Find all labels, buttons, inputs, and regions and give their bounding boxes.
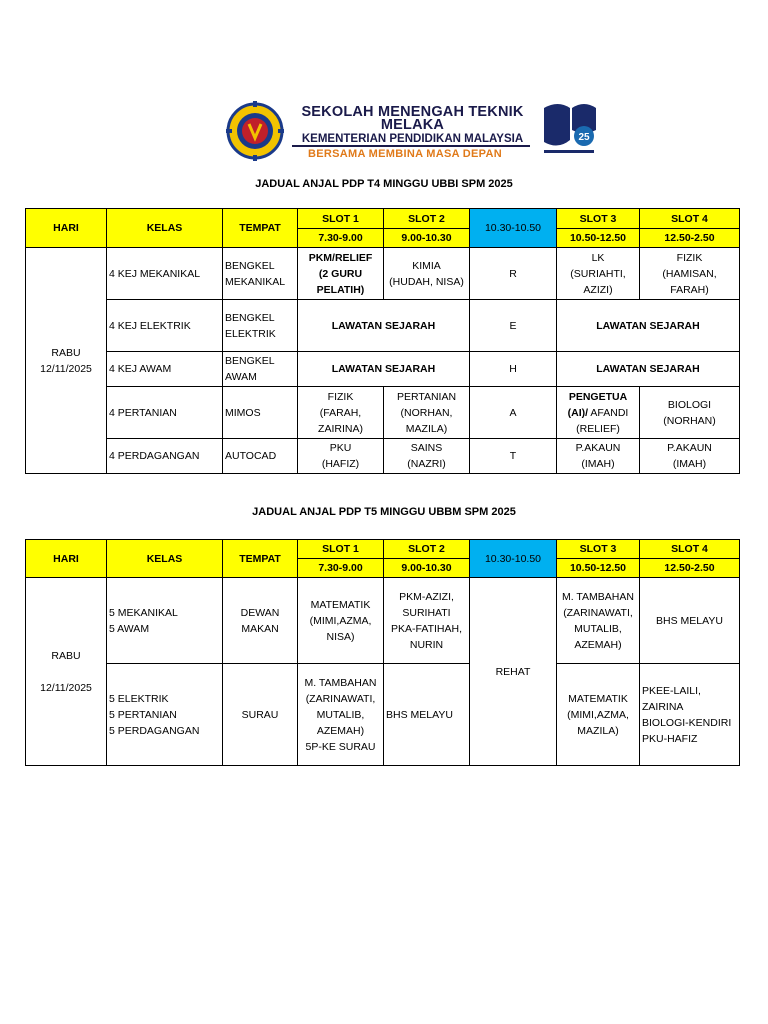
t4-tempat-cell: BENGKEL MEKANIKAL: [223, 248, 298, 300]
t4-slot1-cell: FIZIK (FARAH, ZAIRINA): [298, 387, 384, 439]
t5-hari-cell: RABU 12/11/2025: [26, 578, 107, 766]
t5-header-kelas: KELAS: [107, 540, 223, 578]
t4-kelas-cell: 4 KEJ MEKANIKAL: [107, 248, 223, 300]
t5-break-cell: REHAT: [470, 578, 557, 766]
t5-header-slot2-time: 9.00-10.30: [384, 559, 470, 578]
school-motto: BERSAMA MEMBINA MASA DEPAN: [308, 148, 502, 160]
table-row: [26, 439, 740, 474]
ministry-logo-text: 25: [578, 132, 590, 143]
t4-slot12-cell: LAWATAN SEJARAH: [298, 352, 470, 387]
t5-kelas-cell: 5 MEKANIKAL 5 AWAM: [107, 578, 223, 664]
t4-tempat-cell: AUTOCAD: [223, 439, 298, 474]
ministry-name: KEMENTERIAN PENDIDIKAN MALAYSIA: [301, 133, 524, 145]
t4-break-cell: T: [470, 439, 557, 474]
t5-slot3-cell: M. TAMBAHAN (ZARINAWATI, MUTALIB, AZEMAH): [557, 578, 640, 664]
t4-header-slot1: SLOT 1: [298, 209, 384, 229]
t4-slot12-cell: LAWATAN SEJARAH: [298, 300, 470, 352]
t5-slot2-cell: PKM-AZIZI, SURIHATI PKA-FATIHAH, NURIN: [384, 578, 470, 664]
school-crest-icon: [226, 100, 284, 162]
t4-tempat-cell: BENGKEL AWAM: [223, 352, 298, 387]
t4-tempat-cell: MIMOS: [223, 387, 298, 439]
t4-slot2-cell: PERTANIAN (NORHAN, MAZILA): [384, 387, 470, 439]
t5-slot2-cell: BHS MELAYU: [384, 664, 470, 766]
t5-schedule-table: [25, 539, 740, 766]
t4-slot34-cell: LAWATAN SEJARAH: [557, 300, 740, 352]
t5-tempat-cell: SURAU: [223, 664, 298, 766]
school-name: SEKOLAH MENENGAH TEKNIK MELAKA: [301, 104, 524, 133]
t4-slot1-cell: PKM/RELIEF (2 GURU PELATIH): [298, 248, 384, 300]
t4-header-slot4: SLOT 4: [640, 209, 740, 229]
t4-title: JADUAL ANJAL PDP T4 MINGGU UBBI SPM 2025: [255, 178, 513, 190]
t4-slot3-rest-text: AFANDI (RELIEF): [576, 406, 629, 435]
t5-slot4-cell: BHS MELAYU: [640, 578, 740, 664]
t4-break-cell: E: [470, 300, 557, 352]
t4-slot4-cell: P.AKAUN (IMAH): [640, 439, 740, 474]
t5-slot3-cell: MATEMATIK (MIMI,AZMA, MAZILA): [557, 664, 640, 766]
t5-header-slot4-time: 12.50-2.50: [640, 559, 740, 578]
t4-schedule-table: [25, 208, 740, 474]
t4-header-hari: HARI: [26, 209, 107, 248]
t4-slot3-cell: P.AKAUN (IMAH): [557, 439, 640, 474]
t4-kelas-cell: 4 KEJ AWAM: [107, 352, 223, 387]
t4-kelas-cell: 4 PERDAGANGAN: [107, 439, 223, 474]
t4-slot4-cell: FIZIK (HAMISAN, FARAH): [640, 248, 740, 300]
t5-title: JADUAL ANJAL PDP T5 MINGGU UBBM SPM 2025: [252, 506, 516, 518]
t4-break-cell: A: [470, 387, 557, 439]
t5-tempat-cell: DEWAN MAKAN: [223, 578, 298, 664]
t4-header-tempat: TEMPAT: [223, 209, 298, 248]
t4-header-slot1-time: 7.30-9.00: [298, 229, 384, 248]
t4-slot34-cell: LAWATAN SEJARAH: [557, 352, 740, 387]
t5-kelas-cell: 5 ELEKTRIK 5 PERTANIAN 5 PERDAGANGAN: [107, 664, 223, 766]
t4-slot1-cell: PKU (HAFIZ): [298, 439, 384, 474]
table-row: [26, 578, 740, 664]
header-divider: [292, 145, 530, 147]
t5-header-slot1-time: 7.30-9.00: [298, 559, 384, 578]
table-row: [26, 352, 740, 387]
t4-break-cell: R: [470, 248, 557, 300]
t4-header-kelas: KELAS: [107, 209, 223, 248]
t4-header-break: 10.30-10.50: [470, 209, 557, 248]
t4-header-slot3-time: 10.50-12.50: [557, 229, 640, 248]
t4-tempat-cell: BENGKEL ELEKTRIK: [223, 300, 298, 352]
t5-header-slot3-time: 10.50-12.50: [557, 559, 640, 578]
t5-header-slot2: SLOT 2: [384, 540, 470, 559]
t5-header-break: 10.30-10.50: [470, 540, 557, 578]
t5-header-slot3: SLOT 3: [557, 540, 640, 559]
t4-kelas-cell: 4 KEJ ELEKTRIK: [107, 300, 223, 352]
t4-header-slot4-time: 12.50-2.50: [640, 229, 740, 248]
t4-slot4-cell: BIOLOGI (NORHAN): [640, 387, 740, 439]
t5-slot1-cell: M. TAMBAHAN (ZARINAWATI, MUTALIB, AZEMAH) 5P-KE SURAU: [298, 664, 384, 766]
t4-break-cell: H: [470, 352, 557, 387]
table-row: [26, 387, 740, 439]
t5-header-hari: HARI: [26, 540, 107, 578]
t4-kelas-cell: 4 PERTANIAN: [107, 387, 223, 439]
t5-slot4-cell: PKEE-LAILI, ZAIRINA BIOLOGI-KENDIRI PKU-HAFIZ: [640, 664, 740, 766]
t4-slot3-cell: [557, 387, 640, 439]
t4-hari-cell: RABU 12/11/2025: [26, 248, 107, 474]
table-row: [26, 664, 740, 766]
t4-header-slot2: SLOT 2: [384, 209, 470, 229]
t5-header-slot4: SLOT 4: [640, 540, 740, 559]
ministry-logo-icon: [538, 100, 600, 156]
t4-slot2-cell: KIMIA (HUDAH, NISA): [384, 248, 470, 300]
t5-header-slot1: SLOT 1: [298, 540, 384, 559]
t4-header-slot2-time: 9.00-10.30: [384, 229, 470, 248]
t4-slot2-cell: SAINS (NAZRI): [384, 439, 470, 474]
t4-slot3-cell: LK (SURIAHTI, AZIZI): [557, 248, 640, 300]
t5-header-tempat: TEMPAT: [223, 540, 298, 578]
table-row: [26, 248, 740, 300]
table-row: [26, 300, 740, 352]
t4-header-slot3: SLOT 3: [557, 209, 640, 229]
t4-slot3-bold-text: PENGETUA (AI)/: [567, 390, 628, 419]
t5-slot1-cell: MATEMATIK (MIMI,AZMA, NISA): [298, 578, 384, 664]
